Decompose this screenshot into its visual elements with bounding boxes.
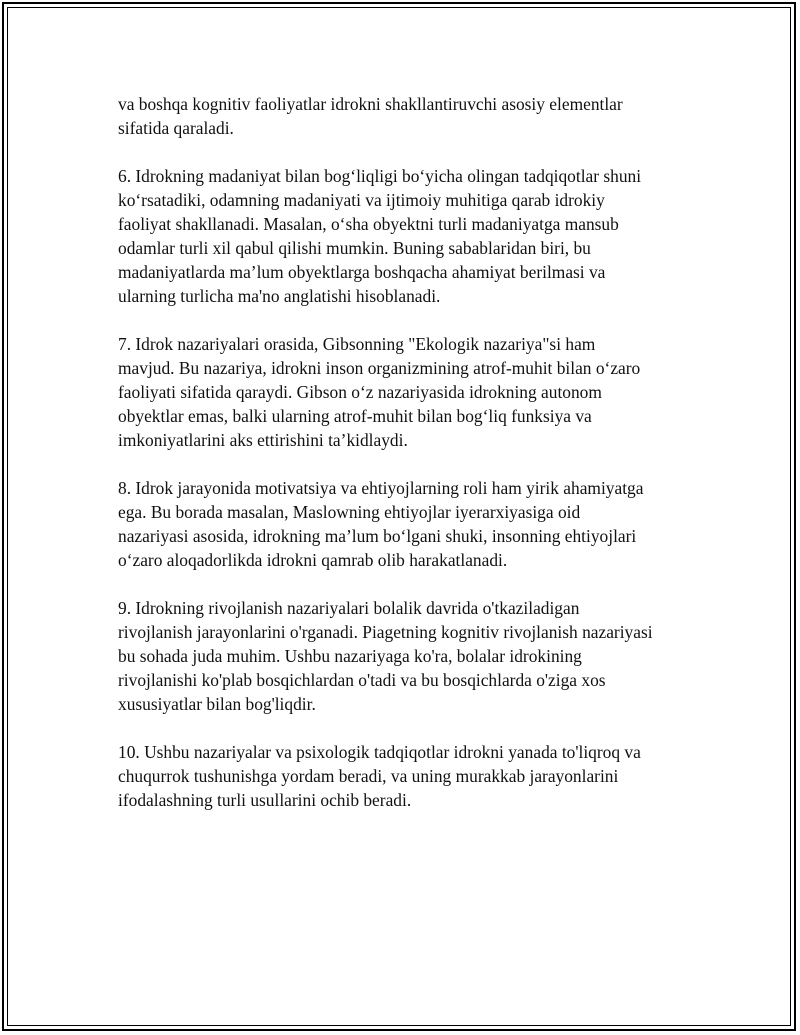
paragraph-10: 10. Ushbu nazariyalar va psixologik tadqiqotlar idrokni yanada to'liqroq va chuqurrok tushunishga yordam beradi, va uning murakkab jarayonlarini ifodalashning turli usullarini ochib beradi. [118,742,641,810]
paragraph-8: 8. Idrok jarayonida motivatsiya va ehtiyojlarning roli ham yirik ahamiyatga ega. Bu borada masalan, Maslowning ehtiyojlar iyerarxiyasiga oid nazariyasi asosida, idrokning ma’lum bo‘lgani shuki, insonning ehtiyojlari o‘zaro aloqadorlikda idrokni qamrab olib harakatlanadi. [118,478,644,570]
paragraph-continuation: va boshqa kognitiv faoliyatlar idrokni shakllantiruvchi asosiy elementlar sifatida qaraladi. [118,94,623,138]
paragraph-6: 6. Idrokning madaniyat bilan bog‘liqligi bo‘yicha olingan tadqiqotlar shuni ko‘rsatadiki, odamning madaniyati va ijtimoiy muhitiga qarab idrokiy faoliyat shakllanadi. Masalan, o‘sha obyektni turli madaniyatga mansub odamlar turli xil qabul qilishi mumkin. Buning sabablaridan biri, bu madaniyatlarda ma’lum obyektlarga boshqacha ahamiyat berilmasi va ularning turlicha ma'no anglatishi hisoblanadi. [118,166,642,306]
paragraph-9: 9. Idrokning rivojlanish nazariyalari bolalik davrida o'tkaziladigan rivojlanish jarayonlarini o'rganadi. Piagetning kognitiv rivojlanish nazariyasi bu sohada juda muhim. Ushbu nazariyaga ko'ra, bolalar idrokining rivojlanishi ko'plab bosqichlardan o'tadi va bu bosqichlarda o'ziga xos xususiyatlar bilan bog'liqdir. [118,598,653,714]
document-body [118,92,698,836]
paragraph-7: 7. Idrok nazariyalari orasida, Gibsonning "Ekologik nazariya"si ham mavjud. Bu nazariya, idrokni inson organizmining atrof-muhit bilan o‘zaro faoliyati sifatida qaraydi. Gibson o‘z nazariyasida idrokning autonom obyektlar emas, balki ularning atrof-muhit bilan bog‘liq funksiya va imkoniyatlarini aks ettirishini ta’kidlaydi. [118,334,641,450]
